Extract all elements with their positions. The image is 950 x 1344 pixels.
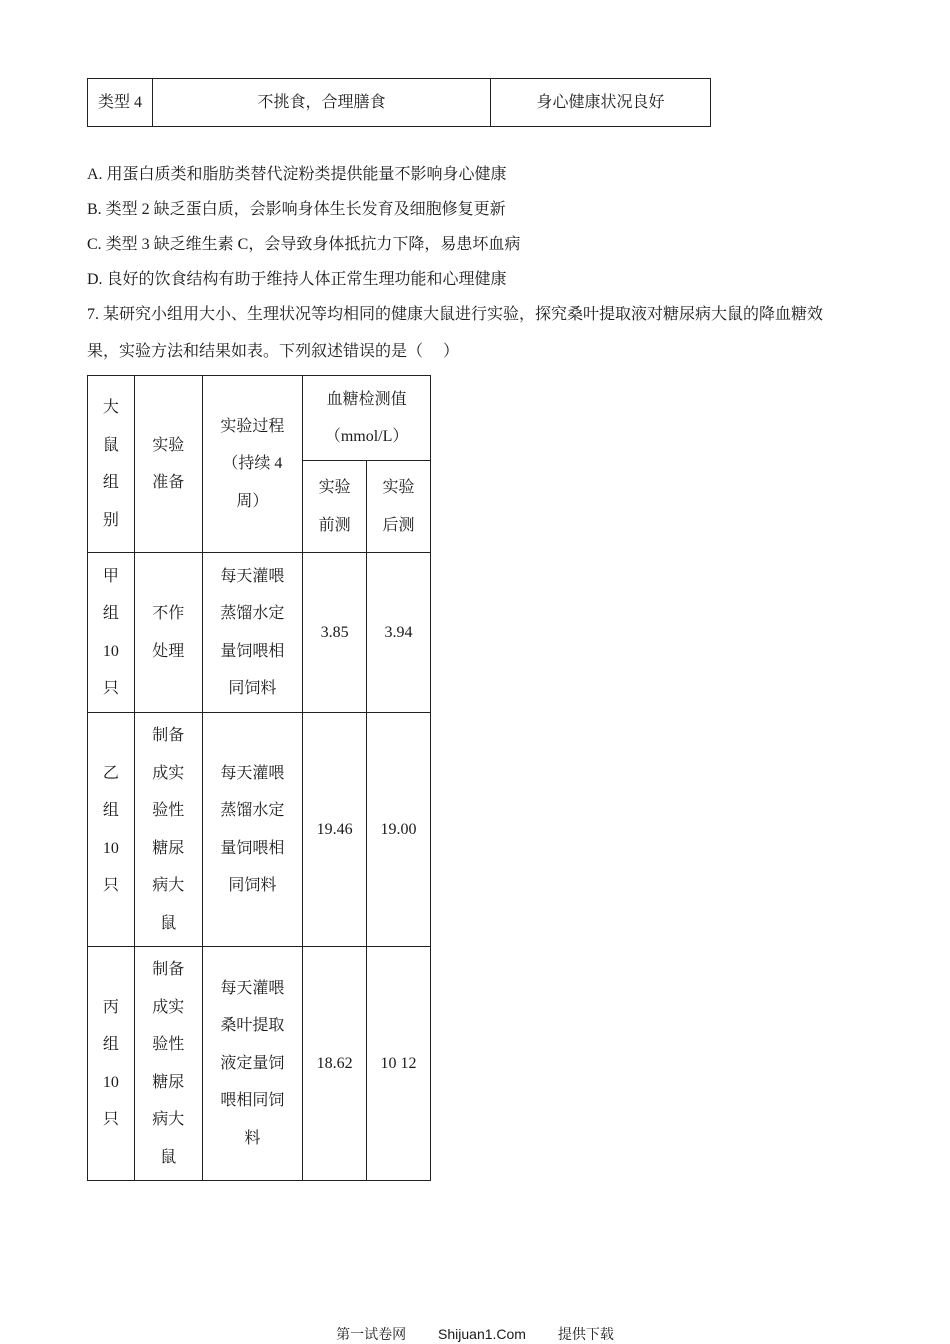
question-7-line1: 7. 某研究小组用大小、生理状况等均相同的健康大鼠进行实验，探究桑叶提取液对糖尿病大鼠的降血糖效: [87, 306, 824, 323]
cell-line: 丙: [102, 998, 119, 1016]
cell-line: 桑叶提取: [220, 1017, 285, 1035]
cell-line: 乙: [102, 764, 119, 782]
cell-line: 组: [102, 474, 119, 491]
footer-action: 提供下载: [557, 1326, 614, 1342]
cell-after: 19.00: [367, 713, 431, 947]
cell-line: 每天灌喂: [220, 979, 285, 997]
cell-line: 处理: [152, 642, 185, 660]
page-footer: [0, 1324, 950, 1344]
header-glucose: [303, 376, 431, 461]
cell-line: 量饲喂相: [220, 642, 285, 660]
cell-line: 实验: [382, 479, 415, 496]
cell-line: 别: [102, 511, 119, 529]
cell-line: 只: [102, 1111, 119, 1128]
cell-line: 量饲喂相: [220, 839, 285, 857]
cell-line: 成实: [152, 998, 185, 1016]
cell-line: 每天灌喂: [220, 567, 285, 585]
cell-line: 制备: [152, 727, 185, 744]
cell-line: 后测: [382, 516, 415, 534]
table-row: [88, 713, 431, 947]
option-d: D. 良好的饮食结构有助于维持人体正常生理功能和心理健康: [87, 271, 507, 288]
header-process: [202, 376, 303, 553]
option-a: A. 用蛋白质类和脂肪类替代淀粉类提供能量不影响身心健康: [87, 166, 507, 183]
cell-line: 组: [102, 802, 119, 819]
header-before: [303, 461, 367, 553]
cell-line: 同饲料: [228, 877, 277, 894]
cell-line: 制备: [152, 961, 185, 978]
cell-line: 鼠: [160, 914, 177, 932]
cell-line: 血糖检测值: [326, 390, 407, 408]
cell-before: 18.62: [303, 947, 367, 1181]
cell-group: [88, 553, 135, 713]
cell-prep: [134, 947, 202, 1181]
table-row: [88, 947, 431, 1181]
cell-line: 糖尿: [152, 839, 185, 857]
header-prep: [134, 376, 202, 553]
cell-line: 每天灌喂: [220, 764, 285, 782]
cell-line: 糖尿: [152, 1073, 185, 1091]
status-cell: 身心健康状况良好: [491, 79, 711, 127]
table-row: [88, 79, 711, 127]
cell-line: 蒸馏水定: [220, 802, 285, 819]
cell-line: 前测: [318, 516, 351, 534]
cell-line: 准备: [152, 474, 185, 491]
cell-line: 蒸馏水定: [220, 605, 285, 622]
cell-line: 大: [102, 399, 119, 416]
option-b: B. 类型 2 缺乏蛋白质，会影响身体生长发育及细胞修复更新: [87, 201, 506, 218]
cell-line: 液定量饲: [220, 1054, 285, 1072]
footer-site-en: Shijuan1.Com: [438, 1326, 526, 1342]
cell-line: 验性: [152, 1036, 185, 1053]
cell-line: 只: [102, 680, 119, 697]
cell-line: 10: [102, 1073, 119, 1091]
diet-cell: 不挑食，合理膳食: [153, 79, 491, 127]
cell-process: [202, 553, 303, 713]
cell-line: 10: [102, 642, 119, 660]
cell-line: 周）: [236, 492, 269, 510]
option-c: C. 类型 3 缺乏维生素 C，会导致身体抵抗力下降，易患坏血病: [87, 236, 521, 253]
footer-site-cn: 第一试卷网: [336, 1326, 407, 1342]
cell-line: 喂相同饲: [220, 1092, 285, 1110]
cell-group: [88, 947, 135, 1181]
experiment-table: [87, 375, 431, 1181]
table-row: [88, 553, 431, 713]
cell-line: 病大: [152, 1111, 185, 1128]
cell-line: 实验: [318, 479, 351, 496]
question-7-line2: 果，实验方法和结果如表。下列叙述错误的是（ ）: [87, 343, 460, 360]
cell-line: 鼠: [160, 1148, 177, 1166]
cell-line: 成实: [152, 764, 185, 782]
cell-line: 只: [102, 877, 119, 894]
cell-line: 实验过程: [220, 417, 285, 435]
cell-before: 19.46: [303, 713, 367, 947]
header-group: [88, 376, 135, 553]
cell-prep: [134, 553, 202, 713]
cell-line: 实验: [152, 436, 185, 454]
cell-process: [202, 713, 303, 947]
cell-prep: [134, 713, 202, 947]
cell-line: 病大: [152, 877, 185, 894]
cell-after: 10 12: [367, 947, 431, 1181]
cell-process: [202, 947, 303, 1181]
cell-line: 同饲料: [228, 680, 277, 697]
cell-after: 3.94: [367, 553, 431, 713]
cell-group: [88, 713, 135, 947]
header-after: [367, 461, 431, 553]
diet-type-table: [87, 78, 711, 127]
cell-line: 料: [244, 1129, 261, 1147]
cell-line: 10: [102, 839, 119, 857]
cell-line: （持续 4: [222, 455, 283, 473]
cell-line: 验性: [152, 802, 185, 819]
cell-line: 甲: [102, 567, 119, 585]
type-cell: 类型 4: [88, 79, 153, 127]
cell-line: 组: [102, 605, 119, 622]
cell-before: 3.85: [303, 553, 367, 713]
header-row: [88, 376, 431, 461]
cell-line: （mmol/L）: [324, 428, 409, 445]
cell-line: 鼠: [102, 436, 119, 454]
cell-line: 组: [102, 1036, 119, 1053]
cell-line: 不作: [152, 605, 185, 622]
